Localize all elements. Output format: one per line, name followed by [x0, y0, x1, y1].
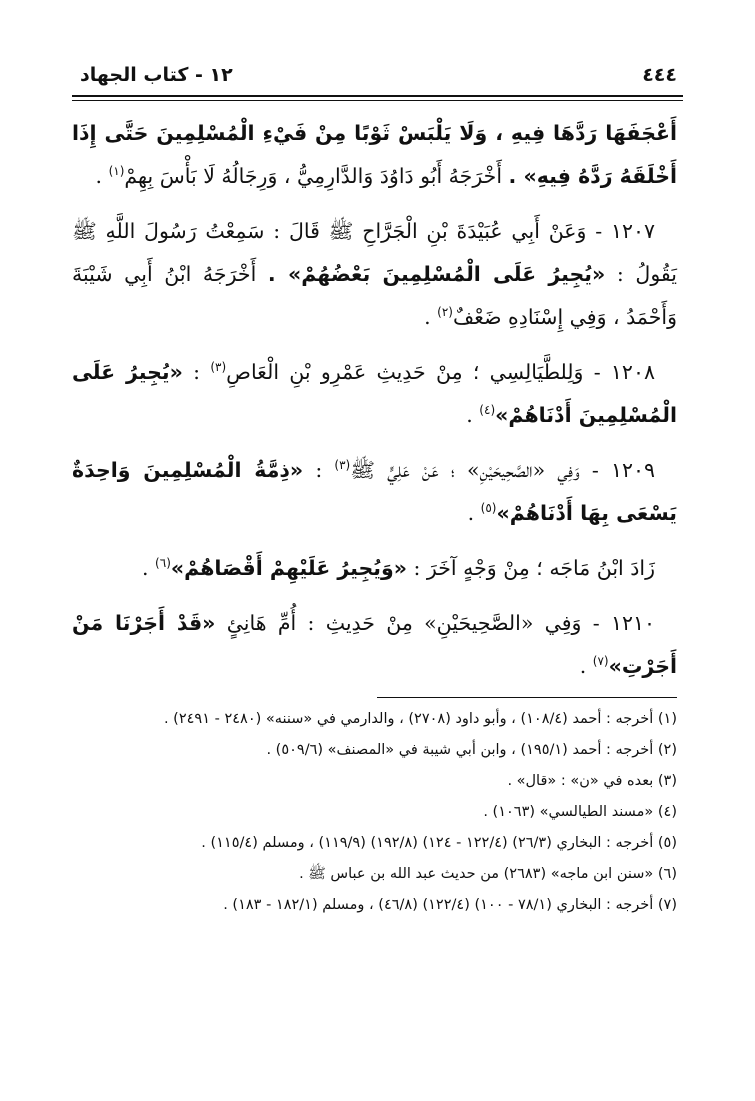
narration: ١٢٠٧ - وَعَنْ أَبِي عُبَيْدَةَ بْنِ الْجَرَّاحِ ﷺ قَالَ : سَمِعْتُ رَسُولَ اللَّهِ ﷺ يَقُولُ : — [72, 219, 677, 286]
paragraph-1209 — [72, 449, 677, 535]
footnote-5: (٥) أخرجه : البخاري (٢٦/٣) (١٢٢/٤ - ١٢٤) (١٩٢/٨) (١١٩/٩) ، ومسلم (١١٥/٤) . — [201, 835, 677, 851]
footnote-3: (٣) بعده في «ن» : «قال» . — [507, 773, 677, 789]
punctuation: : — [193, 360, 201, 384]
footnote-1: (١) أخرجه : أحمد (١٠٨/٤) ، وأبو داود (٢٧٠٨) ، والدارمي في «سننه» (٢٤٨٠ - ٢٤٩١) . — [163, 711, 677, 727]
footnote-ref: (٦) — [155, 556, 171, 571]
paragraph-1208 — [72, 351, 677, 437]
footnote-ref: (٧) — [592, 654, 609, 669]
punctuation: . — [579, 654, 587, 678]
narration: ١٢٠٨ - وَلِلطَّيَالِسِي ؛ مِنْ حَدِيثِ عَمْرِو بْنِ الْعَاصِ — [226, 360, 655, 384]
punctuation: : — [315, 458, 323, 482]
commentary: أَخْرَجَهُ أَبُو دَاوُدَ وَالدَّارِمِيُّ ، وَرِجَالُهُ لَا بَأْسَ بِهِمْ — [124, 164, 503, 188]
footnote-ref: (٣) — [334, 458, 351, 473]
footnote-7: (٧) أخرجه : البخاري (٧٨/١ - ١٠٠) (١٢٢/٤) (٤٦/٨) ، ومسلم (١٨٢/١ - ١٨٣) . — [223, 897, 677, 913]
hadith-text: «وَيُجِيرُ عَلَيْهِمْ أَقْصَاهُمْ» — [170, 556, 407, 580]
narration: ١٢٠٩ - وَفِي «الصَّحِيحَيْنِ» ؛ عَنْ عَلِيٍّ ﷺ — [350, 458, 655, 482]
hadith-text: «ذِمَّةُ الْمُسْلِمِينَ وَاحِدَةٌ يَسْعَى بِهَا أَدْنَاهُمْ» — [72, 458, 677, 525]
header-rule — [72, 95, 683, 101]
page-number: ٤٤٤ — [642, 64, 677, 86]
footnote-ref: (٤) — [479, 403, 496, 418]
punctuation: . — [467, 501, 475, 525]
hadith-text: «يُجِيرُ عَلَى الْمُسْلِمِينَ بَعْضُهُمْ» . — [267, 262, 606, 286]
footnotes — [72, 706, 677, 923]
hadith-text: «قَدْ أَجَرْنَا مَنْ أَجَرْتِ» — [72, 611, 677, 678]
commentary: أَخْرَجَهُ ابْنُ أَبِي شَيْبَةَ وَأَحْمَدُ ، وَفِي إِسْنَادِهِ ضَعْفٌ — [72, 262, 677, 329]
punctuation: . — [141, 556, 149, 580]
footnote-6: (٦) «سنن ابن ماجه» (٢٦٨٣) من حديث عبد الله بن عباس ﷺ . — [299, 866, 677, 882]
punctuation: . — [95, 164, 103, 188]
punctuation: . — [466, 403, 473, 427]
hadith-text: «يُجِيرُ عَلَى الْمُسْلِمِينَ أَدْنَاهُمْ» — [72, 360, 677, 427]
narration: ١٢١٠ - وَفِي «الصَّحِيحَيْنِ» مِنْ حَدِيثِ : أُمِّ هَانِئٍ — [226, 611, 656, 635]
chapter-title: ١٢ - كتاب الجهاد — [80, 64, 233, 86]
main-text — [72, 112, 677, 700]
page-header — [72, 62, 683, 94]
paragraph-1210 — [72, 602, 677, 688]
footnote-ref: (١) — [108, 164, 125, 179]
footnote-2: (٢) أخرجه : أحمد (١٩٥/١) ، وابن أبي شيبة في «المصنف» (٥٠٩/٦) . — [266, 742, 677, 758]
paragraph-addition — [72, 547, 677, 590]
paragraph-1 — [72, 112, 677, 198]
footnote-ref: (٢) — [437, 305, 453, 320]
paragraph-1207 — [72, 210, 677, 339]
footnote-separator — [377, 697, 677, 698]
punctuation: . — [424, 305, 431, 329]
footnote-4: (٤) «مسند الطيالسي» (١٠٦٣) . — [483, 804, 677, 820]
narration: زَادَ ابْنُ مَاجَه ؛ مِنْ وَجْهٍ آخَرَ : — [413, 556, 655, 580]
footnote-ref: (٥) — [480, 501, 497, 516]
footnote-ref: (٣) — [210, 360, 227, 375]
hadith-text: أَعْجَفَهَا رَدَّهَا فِيهِ ، وَلَا يَلْبَسْ ثَوْبًا مِنْ فَيْءِ الْمُسْلِمِينَ حَتَّى إِذَا أَخْلَقَهُ رَدَّهُ فِيهِ» . — [72, 121, 677, 188]
